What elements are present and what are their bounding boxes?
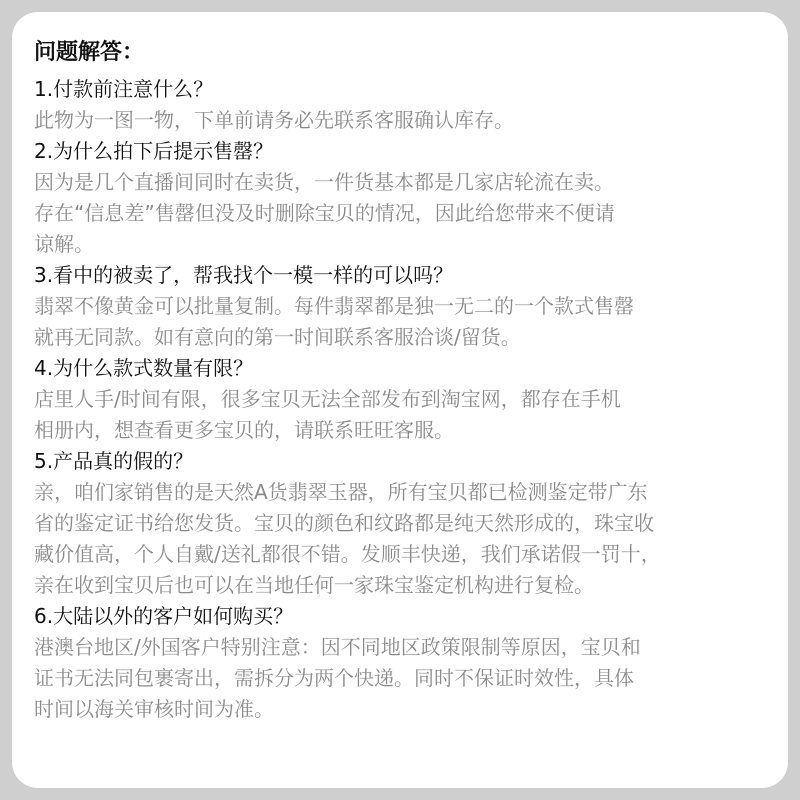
faq-question: 5.产品真的假的？ [34,449,194,473]
faq-answer-line: 港澳台地区/外国客户特别注意：因不同地区政策限制等原因，宝贝和 [34,635,641,659]
faq-title: 问题解答： [34,40,145,65]
faq-item-5 [34,446,766,601]
faq-answer-line: 时间以海关审核时间为准。 [34,697,274,721]
faq-item-4 [34,353,766,446]
faq-card [12,12,788,788]
faq-answer-line: 此物为一图一物，下单前请务必先联系客服确认库存。 [34,108,514,132]
faq-answer-line: 谅解。 [34,232,94,256]
faq-answer-line: 省的鉴定证书给您发货。宝贝的颜色和纹路都是纯天然形成的，珠宝收 [34,511,654,535]
faq-question: 6.大陆以外的客户如何购买？ [34,604,294,628]
faq-answer-line: 就再无同款。如有意向的第一时间联系客服洽谈/留货。 [34,325,521,349]
faq-question: 3.看中的被卖了，帮我找个一模一样的可以吗？ [34,263,454,287]
faq-question: 1.付款前注意什么？ [34,77,214,101]
faq-answer-line: 亲在收到宝贝后也可以在当地任何一家珠宝鉴定机构进行复检。 [34,573,594,597]
faq-answer-line: 因为是几个直播间同时在卖货，一件货基本都是几家店轮流在卖。 [34,170,614,194]
faq-answer-line: 相册内，想查看更多宝贝的，请联系旺旺客服。 [34,418,454,442]
faq-answer-line: 存在“信息差”售罄但没及时删除宝贝的情况，因此给您带来不便请 [34,201,615,225]
faq-answer-line: 证书无法同包裹寄出，需拆分为两个快递。同时不保证时效性，具体 [34,666,634,690]
faq-answer-line: 亲，咱们家销售的是天然A货翡翠玉器，所有宝贝都已检测鉴定带广东 [34,480,648,504]
faq-item-2 [34,136,766,260]
faq-item-3 [34,260,766,353]
faq-item-6 [34,601,766,725]
faq-item-1 [34,74,766,136]
faq-answer-line: 店里人手/时间有限，很多宝贝无法全部发布到淘宝网，都存在手机 [34,387,621,411]
faq-question: 4.为什么款式数量有限？ [34,356,254,380]
faq-answer-line: 藏价值高，个人自戴/送礼都很不错。发顺丰快递，我们承诺假一罚十， [34,542,661,566]
faq-question: 2.为什么拍下后提示售罄？ [34,139,274,163]
faq-answer-line: 翡翠不像黄金可以批量复制。每件翡翠都是独一无二的一个款式售罄 [34,294,634,318]
